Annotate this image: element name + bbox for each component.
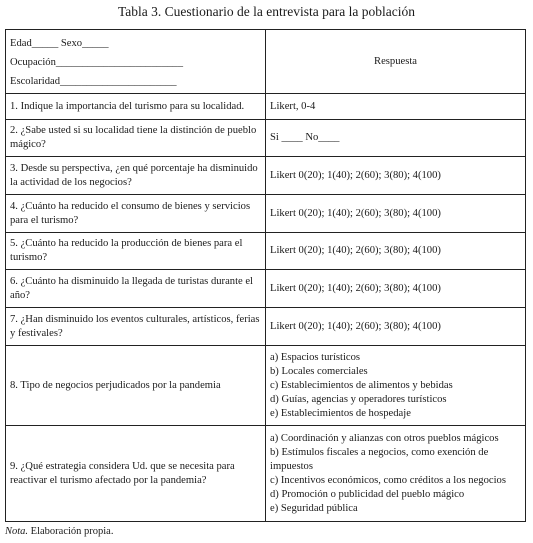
table-row bbox=[6, 195, 526, 233]
question-cell: 3. Desde su perspectiva, ¿en qué porcentaje ha disminuido la actividad de los negocios? bbox=[6, 157, 266, 195]
option-item: a) Coordinación y alianzas con otros pueblos mágicos bbox=[270, 432, 499, 444]
table-row bbox=[6, 120, 526, 157]
table-row bbox=[6, 308, 526, 346]
options-cell bbox=[266, 426, 526, 522]
option-item: d) Guías, agencias y operadores turísticos bbox=[270, 393, 447, 405]
table-row bbox=[6, 346, 526, 426]
option-item: b) Estímulos fiscales a negocios, como exención de impuestos bbox=[270, 446, 489, 472]
questionnaire-table bbox=[5, 29, 526, 522]
options-cell bbox=[266, 346, 526, 426]
option-item: d) Promoción o publicidad del pueblo mágico bbox=[270, 488, 465, 500]
table-row bbox=[6, 270, 526, 308]
question-cell: 5. ¿Cuánto ha reducido la producción de bienes para el turismo? bbox=[6, 233, 266, 270]
header-row bbox=[6, 30, 526, 94]
response-cell: Likert 0(20); 1(40); 2(60); 3(80); 4(100) bbox=[266, 195, 526, 233]
option-item: e) Seguridad pública bbox=[270, 502, 358, 514]
response-cell: Likert 0(20); 1(40); 2(60); 3(80); 4(100) bbox=[266, 308, 526, 346]
schooling-field: Escolaridad______________________ bbox=[10, 76, 177, 87]
table-title: Tabla 3. Cuestionario de la entrevista para la población bbox=[117, 4, 416, 19]
response-cell: Likert 0(20); 1(40); 2(60); 3(80); 4(100) bbox=[266, 157, 526, 195]
question-cell: 1. Indique la importancia del turismo para su localidad. bbox=[6, 94, 266, 120]
response-cell: Likert, 0-4 bbox=[266, 94, 526, 120]
option-item: c) Incentivos económicos, como créditos a los negocios bbox=[270, 474, 506, 486]
table-row bbox=[6, 233, 526, 270]
option-item: a) Espacios turísticos bbox=[270, 351, 361, 363]
question-cell: 6. ¿Cuánto ha disminuido la llegada de turistas durante el año? bbox=[6, 270, 266, 308]
response-header: Respuesta bbox=[266, 30, 526, 94]
table-row bbox=[6, 94, 526, 120]
note-text: Elaboración propia. bbox=[28, 526, 114, 537]
response-cell: Likert 0(20); 1(40); 2(60); 3(80); 4(100) bbox=[266, 270, 526, 308]
table-row bbox=[6, 426, 526, 522]
question-cell: 9. ¿Qué estrategia considera Ud. que se necesita para reactivar el turismo afectado por la pandemia? bbox=[6, 426, 266, 522]
question-cell: 8. Tipo de negocios perjudicados por la pandemia bbox=[6, 346, 266, 426]
occupation-field: Ocupación________________________ bbox=[10, 57, 184, 68]
response-cell: Si ____ No____ bbox=[266, 120, 526, 157]
table-row bbox=[6, 157, 526, 195]
option-item: c) Establecimientos de alimentos y bebidas bbox=[270, 379, 453, 391]
question-cell: 2. ¿Sabe usted si su localidad tiene la distinción de pueblo mágico? bbox=[6, 120, 266, 157]
question-cell: 4. ¿Cuánto ha reducido el consumo de bienes y servicios para el turismo? bbox=[6, 195, 266, 233]
option-item: e) Establecimientos de hospedaje bbox=[270, 407, 411, 419]
option-item: b) Locales comerciales bbox=[270, 365, 368, 377]
age-sex-field: Edad_____ Sexo_____ bbox=[10, 38, 109, 49]
table-note bbox=[5, 526, 113, 537]
note-label: Nota. bbox=[5, 526, 29, 537]
respondent-fields-cell bbox=[6, 30, 266, 94]
question-cell: 7. ¿Han disminuido los eventos culturales, artísticos, ferias y festivales? bbox=[6, 308, 266, 346]
response-cell: Likert 0(20); 1(40); 2(60); 3(80); 4(100) bbox=[266, 233, 526, 270]
